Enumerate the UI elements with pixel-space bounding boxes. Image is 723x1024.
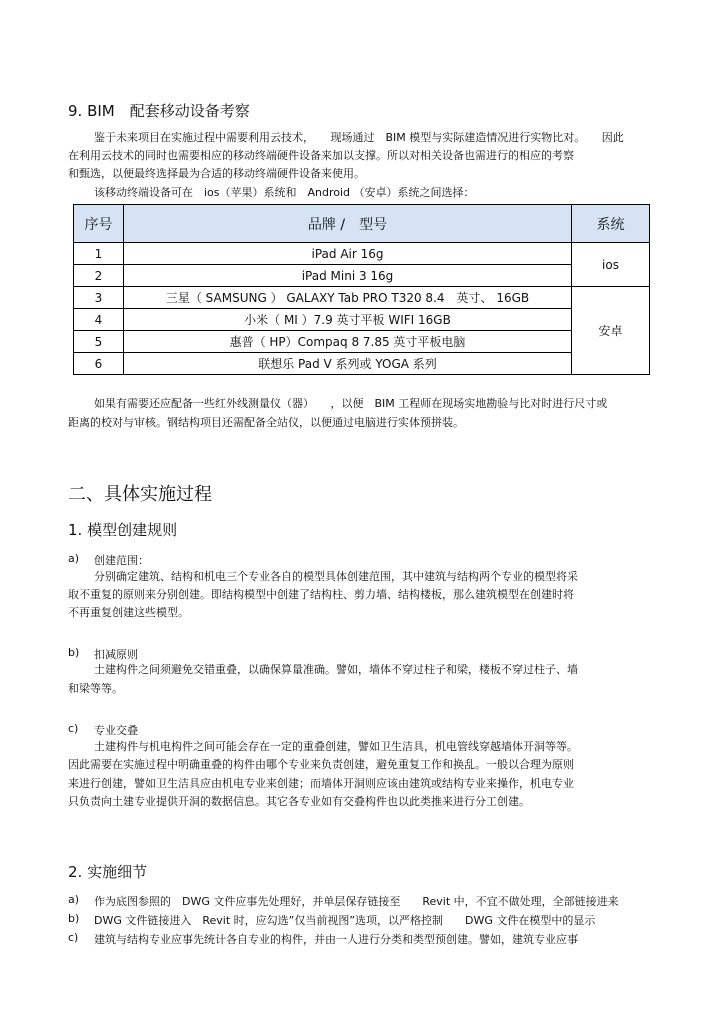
- system-android: 安卓: [572, 287, 650, 375]
- paragraph-line: 来进行创建，譬如卫生洁具应由机电专业来创建；而墙体开洞则应该由建筑或结构专业来操作，机电专业: [68, 777, 574, 790]
- row-model: iPad Air 16g: [124, 243, 572, 265]
- header-model: 品牌 / 型号: [124, 205, 572, 243]
- row-no: 1: [74, 243, 124, 265]
- item-label: c): [68, 931, 79, 944]
- paragraph-line: 和梁等等。: [68, 682, 123, 695]
- header-no: 序号: [74, 205, 124, 243]
- item-label: c): [68, 722, 79, 735]
- paragraph-line: 距离的校对与审核。钢结构项目还需配备全站仪，以便通过电脑进行实体预拼装。: [68, 416, 464, 429]
- table-row: [74, 331, 650, 353]
- paragraph-line: 该移动终端设备可在 ios（苹果）系统和 Android （安卓）系统之间选择：: [94, 186, 475, 199]
- item-title: 专业交叠: [94, 724, 138, 737]
- subsection-1-title: 1. 模型创建规则: [68, 521, 178, 539]
- row-model: 惠普（ HP）Compaq 8 7.85 英寸平板电脑: [124, 331, 572, 353]
- device-table: [73, 204, 650, 375]
- row-no: 3: [74, 287, 124, 309]
- table-row: [74, 243, 650, 265]
- row-no: 2: [74, 265, 124, 287]
- table-row: [74, 265, 650, 287]
- item-label: b): [68, 912, 80, 925]
- item-label: a): [68, 552, 80, 565]
- table-row: [74, 353, 650, 375]
- header-system: 系统: [572, 205, 650, 243]
- item-label: b): [68, 646, 80, 659]
- paragraph-line: 在利用云技术的同时也需要相应的移动终端硬件设备来加以支撑。所以对相关设备也需进行的相应的考察: [68, 149, 574, 162]
- paragraph-line: 只负责向土建专业提供开洞的数据信息。其它各专业如有交叠构件也以此类推来进行分工创建。: [68, 795, 530, 808]
- table-header-row: [74, 205, 650, 243]
- chapter-title: 二、具体实施过程: [68, 484, 212, 505]
- row-no: 6: [74, 353, 124, 375]
- section-9-title: 9. BIM 配套移动设备考察: [68, 102, 250, 120]
- row-model: 联想乐 Pad V 系列或 YOGA 系列: [124, 353, 572, 375]
- paragraph-line: 和甄选，以便最终选择最为合适的移动终端硬件设备来使用。: [68, 167, 365, 180]
- row-no: 4: [74, 309, 124, 331]
- subsection-2-title: 2. 实施细节: [68, 863, 148, 881]
- paragraph-line: 分别确定建筑、结构和机电三个专业各自的模型具体创建范围，其中建筑与结构两个专业的模型将采: [94, 570, 578, 583]
- system-ios: ios: [572, 243, 650, 287]
- item-title: 扣减原则: [94, 648, 138, 661]
- list-item: DWG 文件链接进入 Revit 时，应勾选”仅当前视图”选项，以严格控制 DWG 文件在模型中的显示: [94, 914, 596, 927]
- item-label: a): [68, 893, 80, 906]
- list-item: 作为底图参照的 DWG 文件应事先处理好，并单层保存链接至 Revit 中，不宜不做处理，全部链接进来: [94, 895, 619, 908]
- table-row: [74, 309, 650, 331]
- paragraph-line: 取不重复的原则来分别创建。即结构模型中创建了结构柱、剪力墙、结构楼板，那么建筑模型在创建时将: [68, 588, 574, 601]
- row-no: 5: [74, 331, 124, 353]
- row-model: 小米（ MI ）7.9 英寸平板 WIFI 16GB: [124, 309, 572, 331]
- table-row: [74, 287, 650, 309]
- paragraph-line: 如果有需要还应配备一些红外线测量仪（器） ，以便 BIM 工程师在现场实地勘验与比对时进行尺寸或: [94, 397, 608, 410]
- row-model: 三星（ SAMSUNG ） GALAXY Tab PRO T320 8.4 英寸、 16GB: [124, 287, 572, 309]
- row-model: iPad Mini 3 16g: [124, 265, 572, 287]
- paragraph-line: 土建构件之间须避免交错重叠，以确保算量准确。譬如，墙体不穿过柱子和梁，楼板不穿过柱子、墙: [94, 663, 578, 676]
- paragraph-line: 鉴于未来项目在实施过程中需要利用云技术， 现场通过 BIM 模型与实际建造情况进行实物比对。 因此: [94, 131, 624, 144]
- list-item: 建筑与结构专业应事先统计各自专业的构件，并由一人进行分类和类型预创建。譬如，建筑专业应事: [94, 933, 578, 946]
- paragraph-line: 因此需要在实施过程中明确重叠的构件由哪个专业来负责创建，避免重复工作和换乱。一般以合理为原则: [68, 758, 574, 771]
- paragraph-line: 不再重复创建这些模型。: [68, 606, 189, 619]
- item-title: 创建范围：: [94, 554, 149, 567]
- paragraph-line: 土建构件与机电构件之间可能会存在一定的重叠创建，譬如卫生洁具，机电管线穿越墙体开洞等等。: [94, 740, 578, 753]
